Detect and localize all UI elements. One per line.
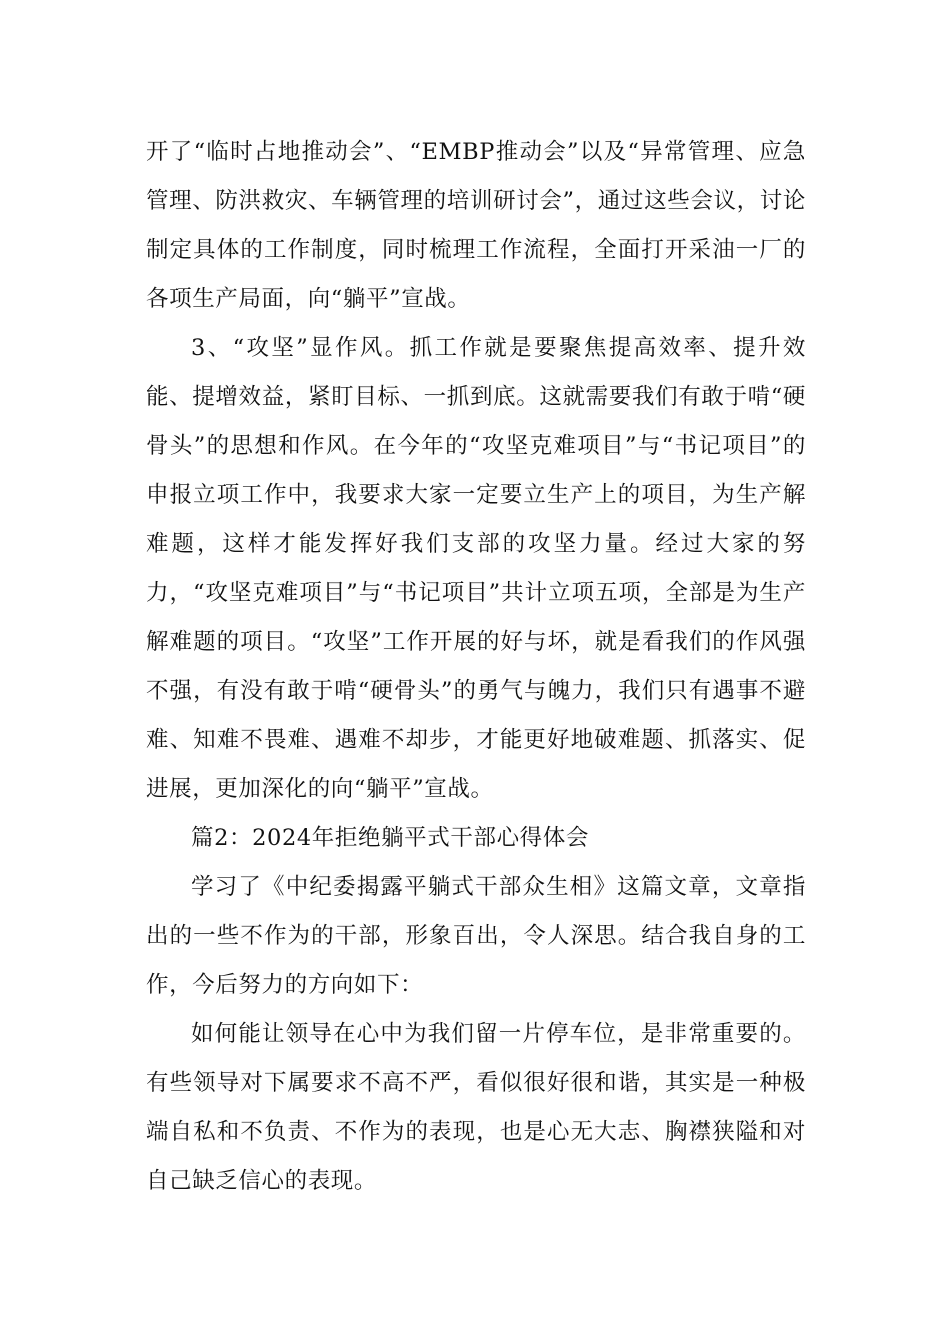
paragraph-gongjian-style: 3、“攻坚”显作风。抓工作就是要聚焦提高效率、提升效能、提增效益，紧盯目标、一抓到底。这就需要我们有敢于啃“硬骨头”的思想和作风。在今年的“攻坚克难项目”与“书记项目”的申报立项工作中，我要求大家一定要立生产上的项目，为生产解难题，这样才能发挥好我们支部的攻坚力量。经过大家的努力，“攻坚克难项目”与“书记项目”共计立项五项，全部是为生产解难题的项目。“攻坚”工作开展的好与坏，就是看我们的作风强不强，有没有敢于啃“硬骨头”的勇气与魄力，我们只有遇事不避难、知难不畏难、遇难不却步，才能更好地破难题、抓落实、促进展，更加深化的向“躺平”宣战。	[146, 335, 806, 802]
paragraph-study-article: 学习了《中纪委揭露平躺式干部众生相》这篇文章，文章指出的一些不作为的干部，形象百出，令人深思。结合我自身的工作，今后努力的方向如下：	[146, 874, 806, 998]
document-body	[146, 128, 806, 1206]
paragraph-leadership: 如何能让领导在心中为我们留一片停车位，是非常重要的。有些领导对下属要求不高不严，看似很好很和谐，其实是一种极端自私和不负责、不作为的表现，也是心无大志、胸襟狭隘和对自己缺乏信心的表现。	[146, 1021, 806, 1194]
paragraph-meetings: 开了“临时占地推动会”、“EMBP推动会”以及“异常管理、应急管理、防洪救灾、车辆管理的培训研讨会”，通过这些会议，讨论制定具体的工作制度，同时梳理工作流程，全面打开采油一厂的各项生产局面，向“躺平”宣战。	[146, 139, 806, 312]
section-heading: 篇2：2024年拒绝躺平式干部心得体会	[191, 825, 589, 851]
